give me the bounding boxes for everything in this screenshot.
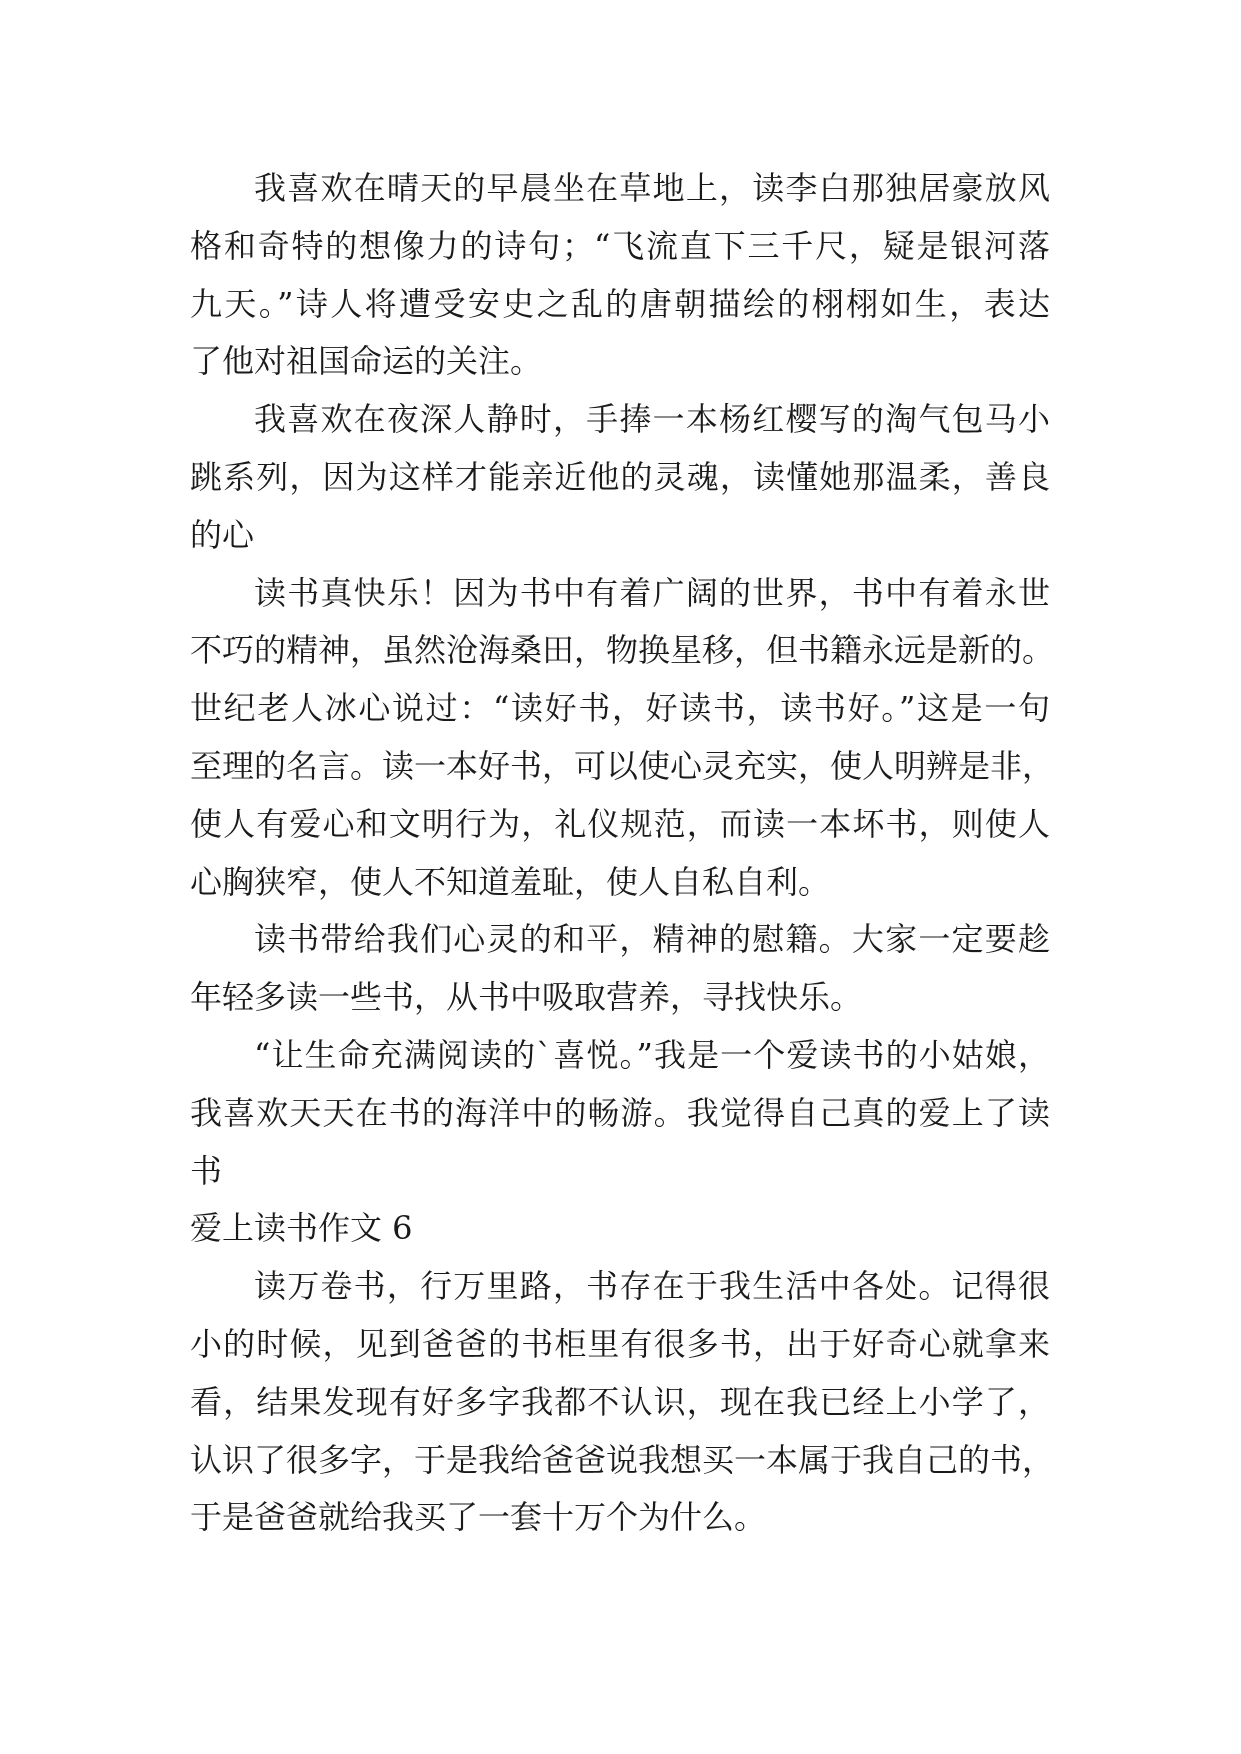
text-line: 了他对祖国命运的关注。 xyxy=(190,342,543,381)
text-line: 世纪老人冰心说过：“读好书，好读书，读书好。”这是一句 xyxy=(190,689,1050,728)
text-line: 我喜欢在晴天的早晨坐在草地上，读李白那独居豪放风 xyxy=(254,169,1050,207)
text-line: 于是爸爸就给我买了一套十万个为什么。 xyxy=(190,1498,767,1537)
text-line: 至理的名言。读一本好书，可以使心灵充实，使人明辨是非， xyxy=(190,746,1055,785)
text-line: 跳系列，因为这样才能亲近他的灵魂，读懂她那温柔，善良 xyxy=(190,457,1050,496)
paragraph-peace xyxy=(190,911,1050,1027)
text-line: 的心 xyxy=(190,515,255,554)
text-line: 认识了很多字，于是我给爸爸说我想买一本属于我自己的书， xyxy=(190,1440,1055,1479)
text-line: 心胸狭窄，使人不知道羞耻，使人自私自利。 xyxy=(190,862,831,901)
text-line: 小的时候，见到爸爸的书柜里有很多书，出于好奇心就拿来 xyxy=(190,1324,1050,1363)
essay-heading: 爱上读书作文 6 xyxy=(190,1209,413,1248)
text-line: 我喜欢天天在书的海洋中的畅游。我觉得自己真的爱上了读 xyxy=(190,1093,1050,1132)
text-line: 年轻多读一些书，从书中吸取营养，寻找快乐。 xyxy=(190,978,863,1017)
text-line: 书 xyxy=(190,1151,223,1190)
text-line: 九天。”诗人将遭受安史之乱的唐朝描绘的栩栩如生，表达 xyxy=(190,284,1050,323)
text-line: 我喜欢在夜深人静时，手捧一本杨红樱写的淘气包马小 xyxy=(254,400,1050,439)
text-line: 格和奇特的想像力的诗句；“飞流直下三千尺，疑是银河落 xyxy=(190,226,1050,265)
text-line: 读万卷书，行万里路，书存在于我生活中各处。记得很 xyxy=(254,1267,1050,1306)
paragraph-li-bai xyxy=(190,160,1050,391)
paragraph-ten-thousand-books xyxy=(190,1258,1055,1547)
paragraph-reading-joy xyxy=(190,565,1055,912)
paragraph-yang-hongying xyxy=(190,391,1050,564)
document-page xyxy=(190,160,1055,1547)
text-line: 使人有爱心和文明行为，礼仪规范，而读一本坏书，则使人 xyxy=(190,804,1050,843)
text-line: 不巧的精神，虽然沧海桑田，物换星移，但书籍永远是新的。 xyxy=(190,631,1055,670)
text-line: 读书带给我们心灵的和平，精神的慰籍。大家一定要趁 xyxy=(254,920,1050,959)
paragraph-joy-of-reading xyxy=(190,1027,1050,1200)
text-line: 看，结果发现有好多字我都不认识，现在我已经上小学了， xyxy=(190,1382,1050,1421)
text-line: “让生命充满阅读的`喜悦。”我是一个爱读书的小姑娘， xyxy=(254,1035,1050,1074)
text-line: 读书真快乐！因为书中有着广阔的世界，书中有着永世 xyxy=(254,573,1050,612)
